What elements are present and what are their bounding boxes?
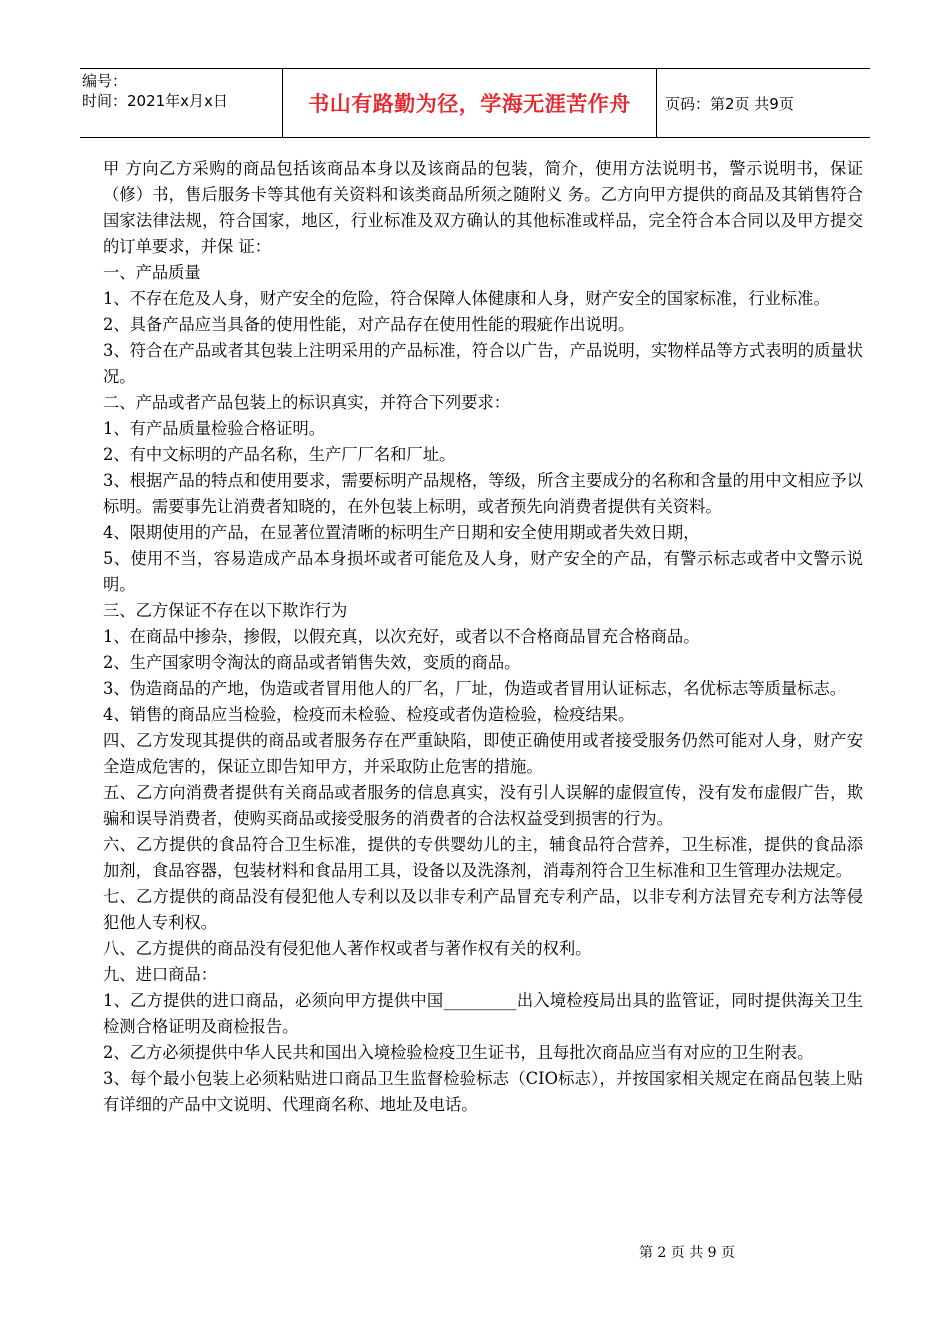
- paragraph: 甲 方向乙方采购的商品包括该商品本身以及该商品的包装，简介，使用方法说明书，警示说明书，保证（修）书，售后服务卡等其他有关资料和该类商品所须之随附义 务。乙方向甲方提供的商品及其销售符合国家法律法规，符合国家，地区，行业标准及双方确认的其他标准或样品，完全符合本合同以及甲方提交的订单要求，并保 证：: [103, 159, 863, 256]
- section-heading: 九、进口商品：: [103, 965, 217, 984]
- paragraph: 3、伪造商品的产地，伪造或者冒用他人的厂名，厂址，伪造或者冒用认证标志，名优标志等质量标志。: [103, 679, 847, 698]
- motto-text: 书山有路勤为径，学海无涯苦作舟: [308, 92, 631, 116]
- paragraph: 3、根据产品的特点和使用要求，需要标明产品规格，等级，所含主要成分的名称和含量的用中文相应予以标明。需要事先让消费者知晓的，在外包装上标明，或者预先向消费者提供有关资料。: [103, 471, 863, 516]
- paragraph: 八、乙方提供的商品没有侵犯他人著作权或者与著作权有关的权利。: [103, 939, 592, 958]
- page-footer: [0, 1242, 950, 1262]
- paragraph: 七、乙方提供的商品没有侵犯他人专利以及以非专利产品冒充专利产品，以非专利方法冒充专利方法等侵犯他人专利权。: [103, 887, 863, 932]
- page-header: [80, 68, 870, 138]
- time-label: 时间：2021年x月x日: [82, 92, 228, 110]
- paragraph: 2、乙方必须提供中华人民共和国出入境检验检疫卫生证书，且每批次商品应当有对应的卫生附表。: [103, 1043, 814, 1062]
- header-info-cell: [80, 69, 283, 137]
- paragraph: 3、符合在产品或者其包装上注明采用的产品标准，符合以广告，产品说明，实物样品等方式表明的质量状况。: [103, 341, 863, 386]
- paragraph: 4、销售的商品应当检验，检疫而未检验、检疫或者伪造检验，检疫结果。: [103, 705, 635, 724]
- page-code: 页码：第2页 共9页: [665, 94, 794, 113]
- paragraph: 1、乙方提供的进口商品，必须向甲方提供中国_________出入境检疫局出具的监管证，同时提供海关卫生检测合格证明及商检报告。: [103, 991, 863, 1036]
- document-body: [103, 156, 863, 1118]
- paragraph: 2、具备产品应当具备的使用性能，对产品存在使用性能的瑕疵作出说明。: [103, 315, 635, 334]
- paragraph: 1、不存在危及人身，财产安全的危险，符合保障人体健康和人身，财产安全的国家标准，行业标准。: [103, 289, 830, 308]
- header-page-cell: [657, 69, 870, 137]
- section-heading: 二、产品或者产品包装上的标识真实，并符合下列要求：: [103, 393, 511, 412]
- paragraph: 2、有中文标明的产品名称，生产厂厂名和厂址。: [103, 445, 456, 464]
- paragraph: 3、每个最小包装上必须粘贴进口商品卫生监督检验标志（CIO标志），并按国家相关规定在商品包装上贴有详细的产品中文说明、代理商名称、地址及电话。: [103, 1069, 863, 1114]
- paragraph: 1、在商品中掺杂，掺假，以假充真，以次充好，或者以不合格商品冒充合格商品。: [103, 627, 700, 646]
- paragraph: 5、使用不当，容易造成产品本身损坏或者可能危及人身，财产安全的产品，有警示标志或者中文警示说明。: [103, 549, 863, 594]
- page-footer-text: 第 2 页 共 9 页: [638, 1245, 736, 1261]
- paragraph: 五、乙方向消费者提供有关商品或者服务的信息真实，没有引人误解的虚假宣传，没有发布虚假广告，欺骗和误导消费者，使购买商品或接受服务的消费者的合法权益受到损害的行为。: [103, 783, 863, 828]
- section-heading: 一、产品质量: [103, 263, 201, 282]
- paragraph: 4、限期使用的产品，在显著位置清晰的标明生产日期和安全使用期或者失效日期，: [103, 523, 700, 542]
- section-heading: 三、乙方保证不存在以下欺诈行为: [103, 601, 348, 620]
- paragraph: 1、有产品质量检验合格证明。: [103, 419, 326, 438]
- paragraph: 四、乙方发现其提供的商品或者服务存在严重缺陷，即使正确使用或者接受服务仍然可能对人身，财产安全造成危害的，保证立即告知甲方，并采取防止危害的措施。: [103, 731, 863, 776]
- number-label: 编号：: [82, 72, 128, 90]
- paragraph: 2、生产国家明令淘汰的商品或者销售失效，变质的商品。: [103, 653, 521, 672]
- paragraph: 六、乙方提供的食品符合卫生标准，提供的专供婴幼儿的主，辅食品符合营养，卫生标准，提供的食品添加剂，食品容器，包装材料和食品用工具，设备以及洗涤剂，消毒剂符合卫生标准和卫生管理办法规定。: [103, 835, 863, 880]
- header-motto-cell: [283, 69, 657, 137]
